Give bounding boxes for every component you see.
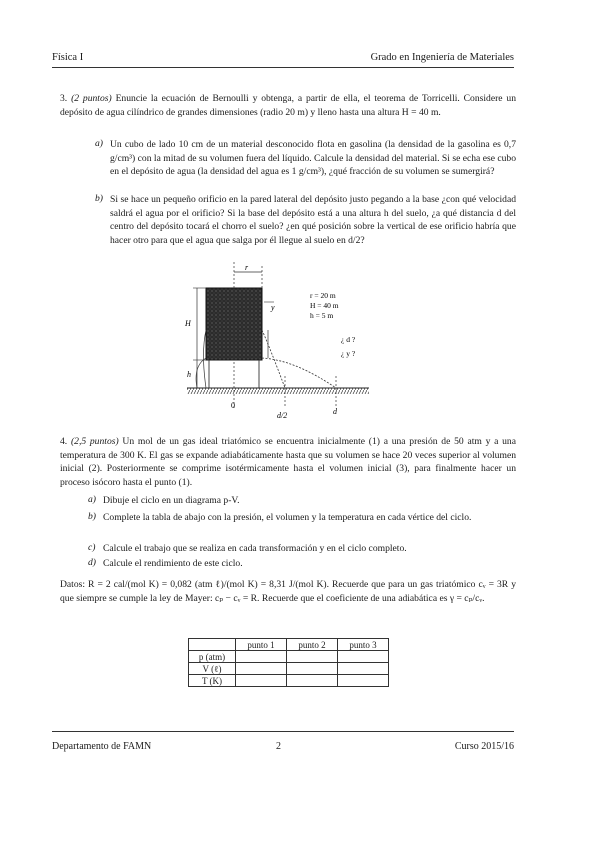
ask-d: ¿ d ? <box>341 335 356 344</box>
problem-3-item-b-label: b) <box>95 193 103 204</box>
table-row <box>189 663 389 675</box>
header-degree: Grado en Ingeniería de Materiales <box>370 52 514 63</box>
table-row <box>189 675 389 687</box>
ground <box>187 388 369 394</box>
table-header-cell <box>189 639 236 651</box>
table-cell <box>287 651 338 663</box>
header-rule <box>52 67 514 68</box>
table-row <box>189 651 389 663</box>
table-row-label: V (ℓ) <box>189 663 236 675</box>
page-number: 2 <box>276 741 281 752</box>
table-cell <box>338 675 389 687</box>
problem-4-item-a-label: a) <box>88 494 96 505</box>
table-cell <box>338 651 389 663</box>
footer-course-year: Curso 2015/16 <box>454 741 514 752</box>
table-cell <box>236 651 287 663</box>
problem-3-item-b: Si se hace un pequeño orificio en la pared lateral del depósito justo pegando a la base ¿con qué velocidad saldrá el agua por el orificio? Si la base del depósito está a una altura h del suelo, ¿a qué distancia d del centro del depósito tocará el chorro el suelo? ¿en qué posición sobre la vertical de ese orificio habría que hacer otro para que el agua que salga por él llegue al suelo en d/2? <box>110 194 516 246</box>
table-header-cell: punto 1 <box>236 639 287 651</box>
jet-upper <box>262 330 285 388</box>
table-cell <box>287 663 338 675</box>
table-row-label: T (K) <box>189 675 236 687</box>
given-r: r = 20 m <box>310 291 336 300</box>
problem-3-number: 3. <box>60 93 68 104</box>
problem-4-item-b-label: b) <box>88 511 96 522</box>
problem-4-item-a: Dibuje el ciclo en un diagrama p-V. <box>103 495 240 506</box>
table-header-row <box>189 639 389 651</box>
problem-3-text: Enuncie la ecuación de Bernoulli y obtenga, a partir de ella, el teorema de Torricelli. Considere un depósito de agua cilíndrico de grandes dimensiones (radio 20 m) y lleno hasta una altura H = 40 m. <box>60 93 516 118</box>
table-cell <box>236 675 287 687</box>
table-header-cell: punto 2 <box>287 639 338 651</box>
ask-y: ¿ y ? <box>341 349 356 358</box>
problem-4-item-d: Calcule el rendimiento de este ciclo. <box>103 558 243 569</box>
problem-4-item-c: Calcule el trabajo que se realiza en cada transformación y en el ciclo completo. <box>103 543 407 554</box>
h-label: h <box>187 370 191 379</box>
table-header-cell: punto 3 <box>338 639 389 651</box>
d-label: d <box>333 407 337 416</box>
problem-4-number: 4. <box>60 436 68 447</box>
H-label: H <box>185 319 191 328</box>
r-label: r <box>245 263 249 272</box>
vertex-table <box>188 638 389 687</box>
footer-department: Departamento de FAMN <box>52 741 152 752</box>
header-course: Física I <box>52 52 84 63</box>
origin-label: 0 <box>231 401 235 410</box>
problem-4-text: Un mol de un gas ideal triatómico se encuentra inicialmente (1) a una presión de 50 atm y a una temperatura de 300 K. El gas se expande adiabáticamente hasta que su volumen se hace 20 veces superior al volumen inicial (2). Posteriormente se comprime isotérmicamente hasta el volumen inicial (3), para finalmente hacer un proceso isócoro hasta el punto (1). <box>60 436 516 488</box>
given-h: h = 5 m <box>310 311 334 320</box>
table-cell <box>287 675 338 687</box>
problem-3-item-a-label: a) <box>95 138 103 149</box>
table-cell <box>236 663 287 675</box>
problem-4-data: Datos: R = 2 cal/(mol K) = 0,082 (atm ℓ)/(mol K) = 8,31 J/(mol K). Recuerde que para un gas triatómico cᵥ = 3R y que siempre se cumple la ley de Mayer: cₚ − cᵥ = R. Recuerde que el coeficiente de una adiabática es γ = cₚ/cᵥ. <box>60 579 516 604</box>
jet-bottom <box>262 358 336 388</box>
problem-4-item-c-label: c) <box>88 542 96 553</box>
problem-4-item-b: Complete la tabla de abajo con la presión, el volumen y la temperatura en cada vértice del ciclo. <box>103 512 472 523</box>
table-cell <box>338 663 389 675</box>
d2-label: d/2 <box>277 411 288 420</box>
problem-3-points: (2 puntos) <box>71 93 112 104</box>
tank-figure <box>175 258 375 423</box>
table-row-label: p (atm) <box>189 651 236 663</box>
problem-4-item-d-label: d) <box>88 557 96 568</box>
problem-4-points: (2,5 puntos) <box>70 436 119 447</box>
y-label: y <box>271 303 275 312</box>
given-H: H = 40 m <box>310 301 339 310</box>
footer-rule <box>52 731 514 732</box>
problem-3-statement <box>60 92 516 119</box>
problem-3-item-a: Un cubo de lado 10 cm de un material desconocido flota en gasolina (la densidad de la gasolina es 0,7 g/cm³) con la mitad de su volumen fuera del líquido. Calcule la densidad del material. Si se echa ese cubo en el depósito de agua (la densidad del agua es 1 g/cm³), ¿qué fracción de su volumen se sumergirá? <box>110 139 516 178</box>
problem-4-statement <box>60 435 516 489</box>
